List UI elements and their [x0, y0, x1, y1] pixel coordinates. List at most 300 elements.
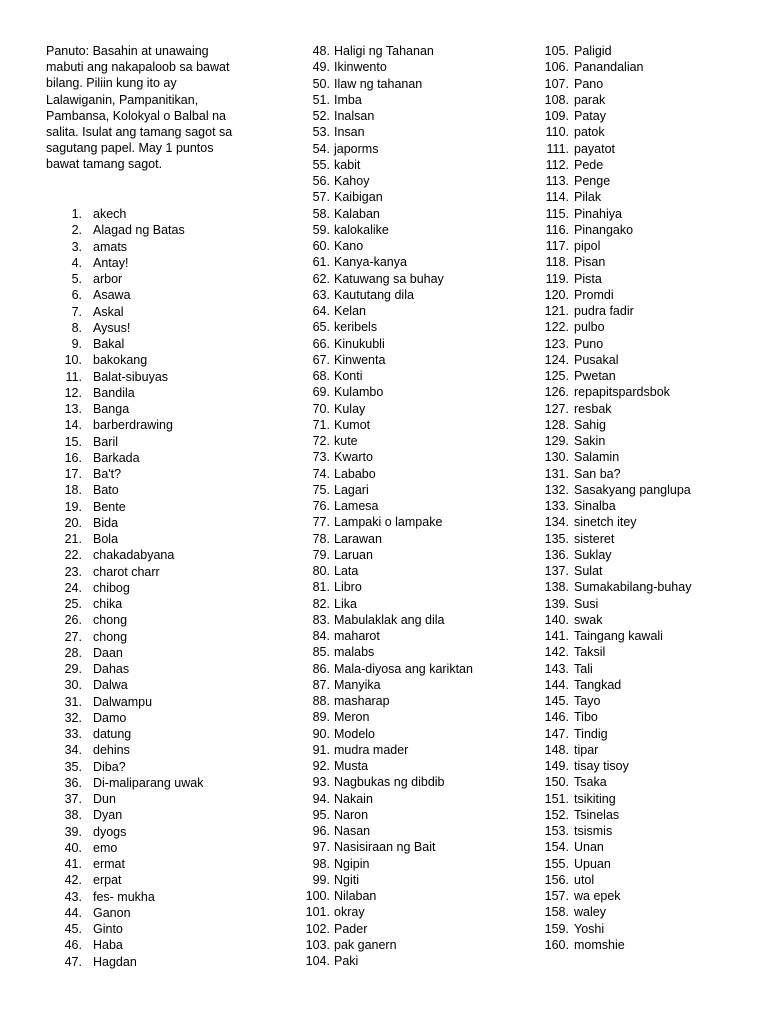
- item-word: chong: [93, 629, 128, 644]
- list-item: [530, 271, 691, 287]
- item-number: 17.: [64, 467, 82, 481]
- item-number: 117.: [545, 239, 569, 253]
- list-item: [530, 433, 691, 449]
- item-number: 136.: [544, 547, 569, 562]
- list-item: [46, 352, 203, 368]
- item-number: 40.: [64, 840, 82, 855]
- item-word: Ginto: [93, 922, 123, 936]
- list-item: [290, 368, 473, 384]
- item-number: 116.: [545, 222, 569, 237]
- item-number: 128.: [544, 417, 569, 432]
- list-item: [46, 564, 203, 580]
- list-item: [530, 319, 691, 335]
- item-number: 89.: [312, 710, 330, 725]
- list-item: [290, 823, 473, 839]
- item-number: 111.: [546, 141, 569, 156]
- item-word: Tibo: [574, 710, 598, 725]
- item-number: 42.: [64, 873, 82, 888]
- list-item: [290, 709, 473, 725]
- list-item: [46, 872, 203, 888]
- item-number: 65.: [312, 320, 330, 335]
- item-word: dyogs: [93, 824, 127, 839]
- list-item: [290, 547, 473, 563]
- item-word: charot charr: [93, 564, 160, 579]
- list-item: [290, 254, 473, 270]
- list-item: [530, 254, 691, 270]
- list-item: [530, 644, 691, 660]
- item-word: akech: [93, 207, 127, 221]
- item-word: Ngiti: [334, 872, 360, 887]
- list-item: [290, 563, 473, 579]
- list-item: [530, 612, 691, 628]
- list-item: [46, 807, 203, 823]
- item-word: emo: [93, 840, 118, 855]
- item-word: Lamesa: [334, 499, 379, 513]
- item-number: 115.: [545, 206, 569, 221]
- item-number: 4.: [71, 255, 82, 270]
- list-item: [46, 434, 203, 450]
- item-word: barberdrawing: [93, 418, 173, 433]
- list-item: [290, 336, 473, 352]
- item-number: 73.: [312, 450, 330, 465]
- item-word: Imba: [334, 92, 362, 107]
- item-number: 110.: [545, 125, 569, 140]
- item-word: chakadabyana: [93, 548, 175, 563]
- item-word: Bato: [93, 483, 119, 498]
- list-item: [290, 141, 473, 157]
- item-number: 44.: [64, 905, 82, 920]
- item-word: Manyika: [334, 677, 381, 692]
- item-word: Dahas: [93, 662, 130, 676]
- item-word: Lata: [334, 564, 359, 578]
- item-number: 49.: [312, 60, 330, 75]
- item-word: Mabulaklak ang dila: [334, 612, 445, 627]
- item-word: Puno: [574, 336, 604, 351]
- item-word: fes- mukha: [93, 889, 155, 904]
- item-word: Libro: [334, 580, 362, 595]
- item-number: 154.: [544, 840, 569, 855]
- item-number: 146.: [544, 710, 569, 725]
- item-word: Tali: [574, 661, 593, 676]
- item-number: 31.: [64, 694, 82, 709]
- list-item: [530, 108, 691, 124]
- item-word: Pede: [574, 157, 604, 172]
- item-word: Sinalba: [574, 499, 616, 513]
- item-word: San ba?: [574, 466, 621, 481]
- list-item: [530, 774, 691, 790]
- item-number: 132.: [544, 482, 569, 497]
- item-word: kute: [334, 434, 358, 448]
- item-number: 64.: [312, 304, 330, 318]
- item-number: 58.: [312, 206, 330, 221]
- item-number: 55.: [312, 157, 330, 172]
- list-item: [290, 222, 473, 238]
- list-item: [530, 677, 691, 693]
- item-word: masharap: [334, 694, 390, 708]
- item-word: Haba: [93, 938, 123, 953]
- item-number: 15.: [64, 434, 82, 449]
- list-item: [46, 824, 203, 840]
- item-word: Bida: [93, 515, 119, 530]
- list-item: [46, 239, 203, 255]
- item-word: Taksil: [574, 645, 606, 660]
- item-word: Larawan: [334, 531, 382, 546]
- item-word: pudra fadir: [574, 304, 634, 318]
- item-number: 137.: [544, 564, 569, 578]
- item-number: 35.: [64, 759, 82, 774]
- item-number: 13.: [64, 402, 82, 416]
- item-word: parak: [574, 92, 606, 107]
- list-item: [530, 856, 691, 872]
- list-item: [46, 482, 203, 498]
- list-item: [290, 807, 473, 823]
- item-number: 120.: [544, 287, 569, 302]
- item-word: kabit: [334, 157, 361, 172]
- list-item: [290, 531, 473, 547]
- item-word: Musta: [334, 759, 369, 773]
- item-number: 92.: [312, 759, 330, 773]
- item-word: momshie: [574, 937, 625, 952]
- item-number: 93.: [312, 775, 330, 790]
- item-number: 46.: [64, 938, 82, 953]
- item-number: 145.: [544, 694, 569, 708]
- list-item: [530, 872, 691, 888]
- item-number: 157.: [544, 889, 569, 903]
- list-item: [290, 839, 473, 855]
- list-item: [46, 596, 203, 612]
- item-word: Tangkad: [574, 677, 622, 692]
- list-item: [46, 255, 203, 271]
- item-number: 91.: [312, 742, 330, 757]
- list-item: [530, 839, 691, 855]
- list-item: [290, 43, 473, 59]
- item-number: 48.: [312, 44, 330, 58]
- item-word: Aysus!: [93, 320, 131, 335]
- list-item: [530, 157, 691, 173]
- item-word: amats: [93, 239, 128, 254]
- item-word: maharot: [334, 629, 380, 643]
- item-word: Banga: [93, 402, 130, 416]
- list-item: [290, 92, 473, 108]
- item-number: 94.: [312, 791, 330, 806]
- item-number: 103.: [305, 937, 330, 952]
- item-number: 27.: [64, 629, 82, 644]
- item-word: Balat-sibuyas: [93, 369, 169, 384]
- item-number: 9.: [71, 337, 82, 351]
- list-item: [530, 336, 691, 352]
- item-word: Baril: [93, 434, 119, 449]
- item-number: 11.: [65, 369, 82, 384]
- item-number: 78.: [312, 531, 330, 546]
- item-number: 14.: [64, 418, 82, 433]
- item-word: tsikiting: [574, 791, 616, 806]
- item-number: 28.: [64, 645, 82, 660]
- item-number: 5.: [71, 272, 82, 286]
- item-number: 139.: [544, 596, 569, 611]
- list-item: [290, 498, 473, 514]
- item-number: 138.: [544, 580, 569, 595]
- list-item: [46, 515, 203, 531]
- item-word: Nakain: [334, 791, 373, 806]
- list-item: [290, 189, 473, 205]
- item-word: Bente: [93, 499, 126, 514]
- item-word: sisteret: [574, 531, 615, 546]
- item-word: arbor: [93, 272, 123, 286]
- item-number: 57.: [312, 190, 330, 205]
- list-item: [46, 889, 203, 905]
- item-word: utol: [574, 872, 595, 887]
- item-word: Upuan: [574, 856, 611, 871]
- item-number: 7.: [71, 304, 82, 319]
- list-item: [530, 449, 691, 465]
- item-word: Pusakal: [574, 352, 619, 367]
- list-item: [46, 580, 203, 596]
- item-word: Bola: [93, 532, 119, 546]
- item-number: 83.: [312, 612, 330, 627]
- list-item: [46, 759, 203, 775]
- list-item: [290, 157, 473, 173]
- item-number: 51.: [312, 92, 330, 107]
- item-word: Katuwang sa buhay: [334, 271, 444, 286]
- list-item: [290, 466, 473, 482]
- list-item: [46, 466, 203, 482]
- item-word: malabs: [334, 645, 375, 660]
- list-item: [290, 76, 473, 92]
- item-word: Kalaban: [334, 206, 380, 221]
- item-word: Salamin: [574, 450, 620, 465]
- word-list-column-3: [530, 43, 691, 953]
- list-item: [530, 482, 691, 498]
- item-word: Nasisiraan ng Bait: [334, 840, 436, 855]
- item-word: Kano: [334, 239, 364, 253]
- item-number: 62.: [312, 271, 330, 286]
- list-item: [530, 758, 691, 774]
- item-word: erpat: [93, 873, 122, 888]
- list-item: [530, 417, 691, 433]
- list-item: [46, 385, 203, 401]
- list-item: [290, 449, 473, 465]
- item-word: dehins: [93, 743, 130, 758]
- item-word: Promdi: [574, 287, 614, 302]
- list-item: [46, 791, 203, 807]
- item-word: Damo: [93, 710, 127, 725]
- list-item: [46, 661, 203, 677]
- list-item: [530, 807, 691, 823]
- item-word: Bandila: [93, 385, 135, 400]
- item-word: Kanya-kanya: [334, 255, 407, 270]
- item-number: 95.: [312, 807, 330, 822]
- item-word: Pista: [574, 271, 602, 286]
- list-item: [530, 222, 691, 238]
- list-item: [46, 336, 203, 352]
- item-number: 86.: [312, 661, 330, 676]
- item-word: Kulambo: [334, 385, 384, 400]
- item-word: Pader: [334, 921, 368, 936]
- item-number: 71.: [312, 417, 330, 432]
- item-word: chong: [93, 613, 128, 628]
- list-item: [530, 563, 691, 579]
- item-number: 130.: [544, 450, 569, 465]
- item-word: mudra mader: [334, 742, 409, 757]
- item-number: 70.: [312, 401, 330, 416]
- item-word: Penge: [574, 174, 611, 188]
- list-item: [46, 320, 203, 336]
- item-word: Lagari: [334, 482, 369, 497]
- list-item: [46, 937, 203, 953]
- item-number: 107.: [544, 76, 569, 91]
- list-item: [530, 189, 691, 205]
- item-number: 77.: [312, 515, 330, 530]
- item-number: 25.: [64, 597, 82, 611]
- item-number: 52.: [312, 109, 330, 123]
- item-word: Kinukubli: [334, 336, 385, 351]
- item-number: 69.: [312, 385, 330, 400]
- item-number: 96.: [312, 824, 330, 838]
- item-number: 79.: [312, 547, 330, 562]
- item-number: 112.: [545, 157, 569, 172]
- item-number: 140.: [544, 612, 569, 627]
- item-word: pak ganern: [334, 937, 397, 952]
- item-number: 61.: [312, 255, 330, 270]
- list-item: [46, 531, 203, 547]
- item-number: 108.: [544, 92, 569, 107]
- item-number: 109.: [544, 109, 569, 123]
- item-word: Unan: [574, 840, 604, 855]
- item-word: Barkada: [93, 450, 140, 465]
- item-number: 124.: [544, 352, 569, 367]
- item-number: 29.: [64, 662, 82, 676]
- item-number: 12.: [64, 385, 82, 400]
- list-item: [46, 775, 203, 791]
- item-number: 36.: [64, 775, 82, 790]
- list-item: [530, 173, 691, 189]
- list-item: [46, 450, 203, 466]
- list-item: [290, 856, 473, 872]
- item-number: 47.: [64, 954, 82, 969]
- list-item: [530, 742, 691, 758]
- list-item: [530, 579, 691, 595]
- list-item: [46, 629, 203, 645]
- list-item: [290, 904, 473, 920]
- item-number: 80.: [312, 564, 330, 578]
- item-number: 45.: [64, 922, 82, 936]
- list-item: [46, 710, 203, 726]
- list-item: [46, 287, 203, 303]
- item-word: swak: [574, 612, 603, 627]
- item-word: Modelo: [334, 726, 375, 741]
- item-word: wa epek: [574, 889, 621, 903]
- list-item: [46, 304, 203, 320]
- item-number: 56.: [312, 174, 330, 188]
- list-item: [290, 514, 473, 530]
- item-word: Askal: [93, 304, 124, 319]
- list-item: [290, 124, 473, 140]
- item-word: tipar: [574, 742, 599, 757]
- list-item: [290, 791, 473, 807]
- item-number: 21.: [64, 532, 82, 546]
- item-word: Tsinelas: [574, 807, 620, 822]
- item-word: Hagdan: [93, 954, 137, 969]
- item-word: Dalwa: [93, 678, 128, 693]
- item-number: 41.: [64, 857, 82, 871]
- item-number: 123.: [544, 336, 569, 351]
- item-word: Inalsan: [334, 109, 375, 123]
- item-number: 90.: [312, 726, 330, 741]
- item-number: 68.: [312, 369, 330, 383]
- item-number: 10.: [64, 353, 82, 368]
- item-word: Yoshi: [574, 921, 605, 936]
- item-word: Ganon: [93, 905, 131, 920]
- item-word: Sakin: [574, 434, 606, 448]
- list-item: [530, 92, 691, 108]
- item-word: pipol: [574, 239, 601, 253]
- item-number: 150.: [544, 775, 569, 790]
- item-number: 88.: [312, 694, 330, 708]
- list-item: [530, 937, 691, 953]
- list-item: [290, 319, 473, 335]
- item-number: 133.: [544, 499, 569, 513]
- item-word: patok: [574, 125, 605, 140]
- list-item: [530, 661, 691, 677]
- item-word: Ba't?: [93, 467, 122, 481]
- word-list-column-1: [46, 206, 203, 970]
- item-number: 160.: [544, 937, 569, 952]
- item-word: Lika: [334, 596, 357, 611]
- list-item: [46, 742, 203, 758]
- item-number: 129.: [544, 434, 569, 448]
- item-number: 151.: [544, 791, 569, 806]
- item-word: Kumot: [334, 417, 371, 432]
- list-item: [46, 612, 203, 628]
- item-number: 99.: [312, 872, 330, 887]
- list-item: [290, 482, 473, 498]
- list-item: [530, 726, 691, 742]
- instructions-paragraph: Panuto: Basahin at unawaing mabuti ang nakapaloob sa bawat bilang. Piliin kung ito ay Lalawiganin, Pampanitikan, Pambansa, Kolokyal o Balbal na salita. Isulat ang tamang sagot sa sagutang papel. May 1 puntos bawat tamang sagot.: [46, 44, 233, 172]
- item-word: Dyan: [93, 808, 123, 823]
- list-item: [290, 953, 473, 969]
- list-item: [530, 303, 691, 319]
- item-word: Pwetan: [574, 369, 616, 383]
- list-item: [46, 856, 203, 872]
- list-item: [530, 628, 691, 644]
- item-number: 101.: [305, 905, 330, 920]
- item-number: 85.: [312, 645, 330, 660]
- item-word: Daan: [93, 645, 123, 660]
- item-word: Kaututang dila: [334, 287, 414, 302]
- item-word: Ilaw ng tahanan: [334, 76, 423, 91]
- item-number: 118.: [545, 255, 569, 270]
- item-word: Alagad ng Batas: [93, 223, 185, 238]
- list-item: [290, 271, 473, 287]
- list-item: [530, 206, 691, 222]
- item-number: 97.: [312, 840, 330, 855]
- item-number: 66.: [312, 336, 330, 351]
- list-item: [290, 661, 473, 677]
- item-number: 23.: [64, 564, 82, 579]
- item-number: 72.: [312, 434, 330, 448]
- item-number: 2.: [71, 223, 82, 238]
- item-number: 141.: [544, 629, 569, 643]
- list-item: [530, 124, 691, 140]
- list-item: [46, 206, 203, 222]
- item-number: 3.: [71, 239, 82, 254]
- item-number: 127.: [544, 401, 569, 416]
- item-number: 16.: [64, 450, 82, 465]
- item-number: 104.: [305, 954, 330, 968]
- item-number: 98.: [312, 856, 330, 871]
- item-word: Kwarto: [334, 450, 373, 465]
- word-list-column-2: [290, 43, 473, 969]
